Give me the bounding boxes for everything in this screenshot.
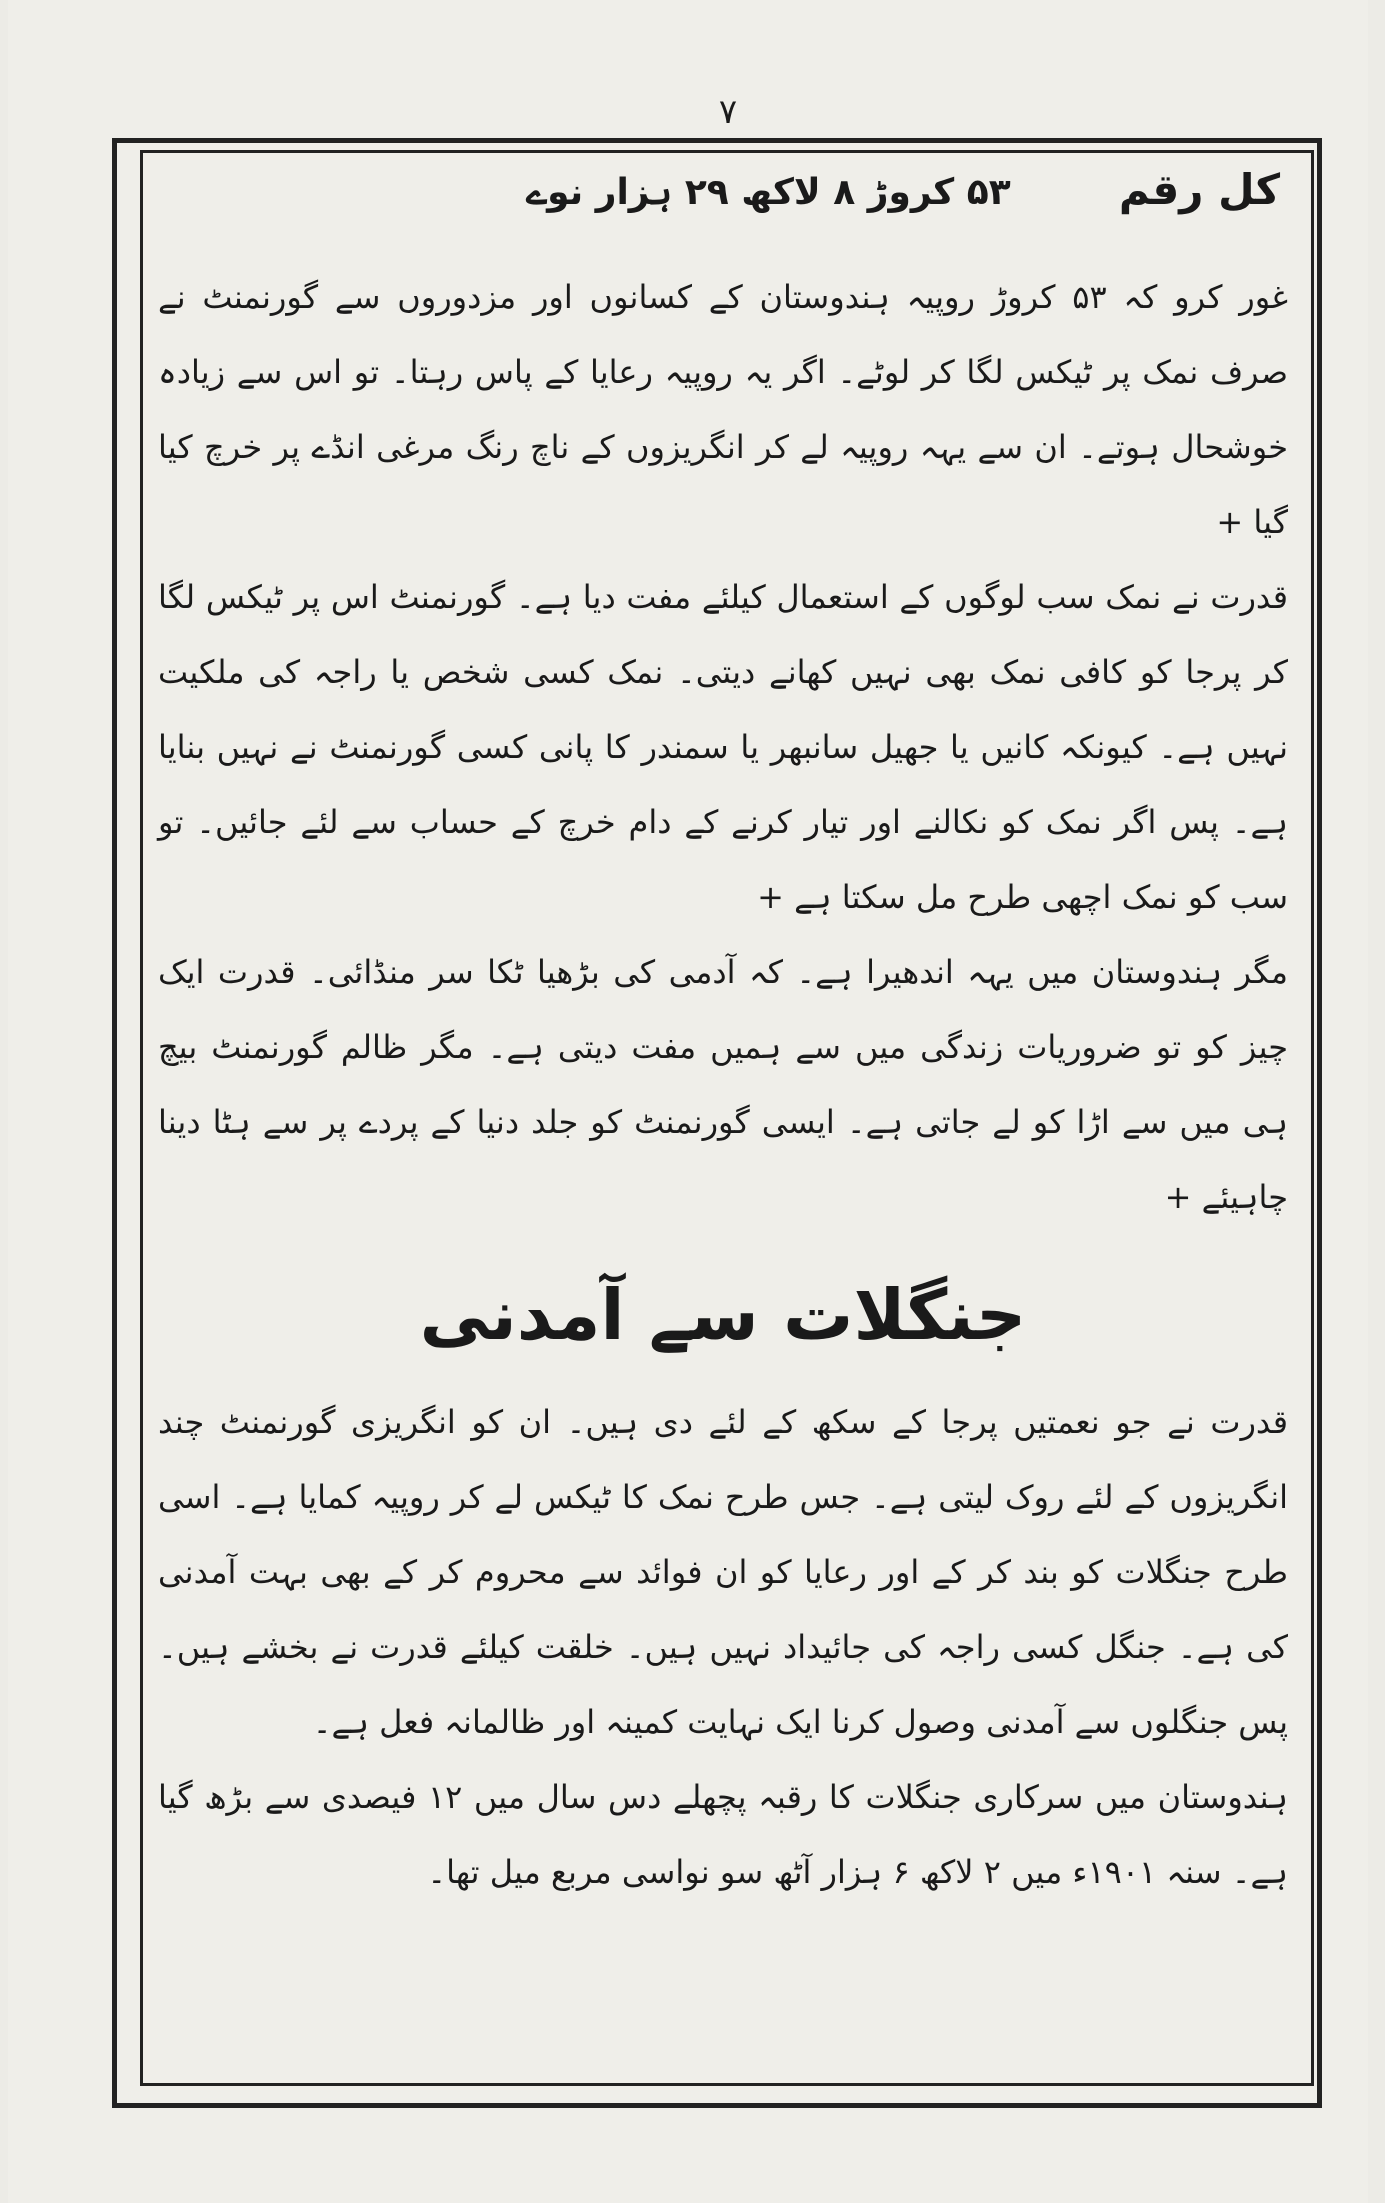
section-heading: جنگلات سے آمدنی [419,1274,1027,1356]
total-label: کل رقم [1118,165,1280,214]
paragraph-salt-tax-loot: غور کرو کہ ۵۳ کروڑ روپیہ ہندوستان کے کسانوں اور مزدوروں سے گورنمنٹ نے صرف نمک پر ٹیکس لگا کر لوٹے۔ اگر یہ روپیہ رعایا کے پاس رہتا۔ تو اس سے زیادہ خوشحال ہوتے۔ ان سے یہہ روپیہ لے کر انگریزوں کے ناچ رنگ مرغی انڈے پر خرچ کیا گیا + [158,278,1289,541]
paragraph-forest-area: ہندوستان میں سرکاری جنگلات کا رقبہ پچھلے دس سال میں ۱۲ فیصدی سے بڑھ گیا ہے۔ سنہ ۱۹۰۱ء میں ۲ لاکھ ۶ ہزار آٹھ سو نواسی مربع میل تھا۔ [158,1778,1289,1891]
total-row [158,165,1288,260]
book-page [8,0,1368,2203]
page-content [158,165,1288,2075]
paragraph-darkness-in-india: مگر ہندوستان میں یہہ اندھیرا ہے۔ کہ آدمی کی بڑھیا ٹکا سر منڈائی۔ قدرت ایک چیز کو تو ضروریات زندگی میں سے ہمیں مفت دیتی ہے۔ مگر ظالم گورنمنٹ بیچ ہی میں سے اڑا کو لے جاتی ہے۔ ایسی گورنمنٹ کو جلد دنیا کے پردے پر سے ہٹا دینا چاہیئے + [158,953,1288,1216]
paragraph-nature-gives-salt: قدرت نے نمک سب لوگوں کے استعمال کیلئے مفت دیا ہے۔ گورنمنٹ اس پر ٹیکس لگا کر پرجا کو کافی نمک بھی نہیں کھانے دیتی۔ نمک کسی شخص یا راجہ کی ملکیت نہیں ہے۔ کیونکہ کانیں یا جھیل سانبھر یا سمندر کا پانی کسی گورنمنٹ نے نہیں بنایا ہے۔ پس اگر نمک کو نکالنے اور تیار کرنے کے دام خرچ کے حساب سے لئے جائیں۔ تو سب کو نمک اچھی طرح مل سکتا ہے + [158,578,1289,916]
total-value: ۵۳ کروڑ ۸ لاکھ ۲۹ ہزار نوے [526,172,1011,213]
page-number: ۷ [718,92,738,132]
paragraph-forest-income: قدرت نے جو نعمتیں پرجا کے سکھ کے لئے دی ہیں۔ ان کو انگریزی گورنمنٹ چند انگریزوں کے لئے روک لیتی ہے۔ جس طرح نمک کا ٹیکس لے کر روپیہ کمایا ہے۔ اسی طرح جنگلات کو بند کر کے اور رعایا کو ان فوائد سے محروم کر کے بھی بہت آمدنی کی ہے۔ جنگل کسی راجہ کی جائیداد نہیں ہیں۔ خلقت کیلئے قدرت نے بخشے ہیں۔ پس جنگلوں سے آمدنی وصول کرنا ایک نہایت کمینہ اور ظالمانہ فعل ہے۔ [158,1403,1289,1741]
